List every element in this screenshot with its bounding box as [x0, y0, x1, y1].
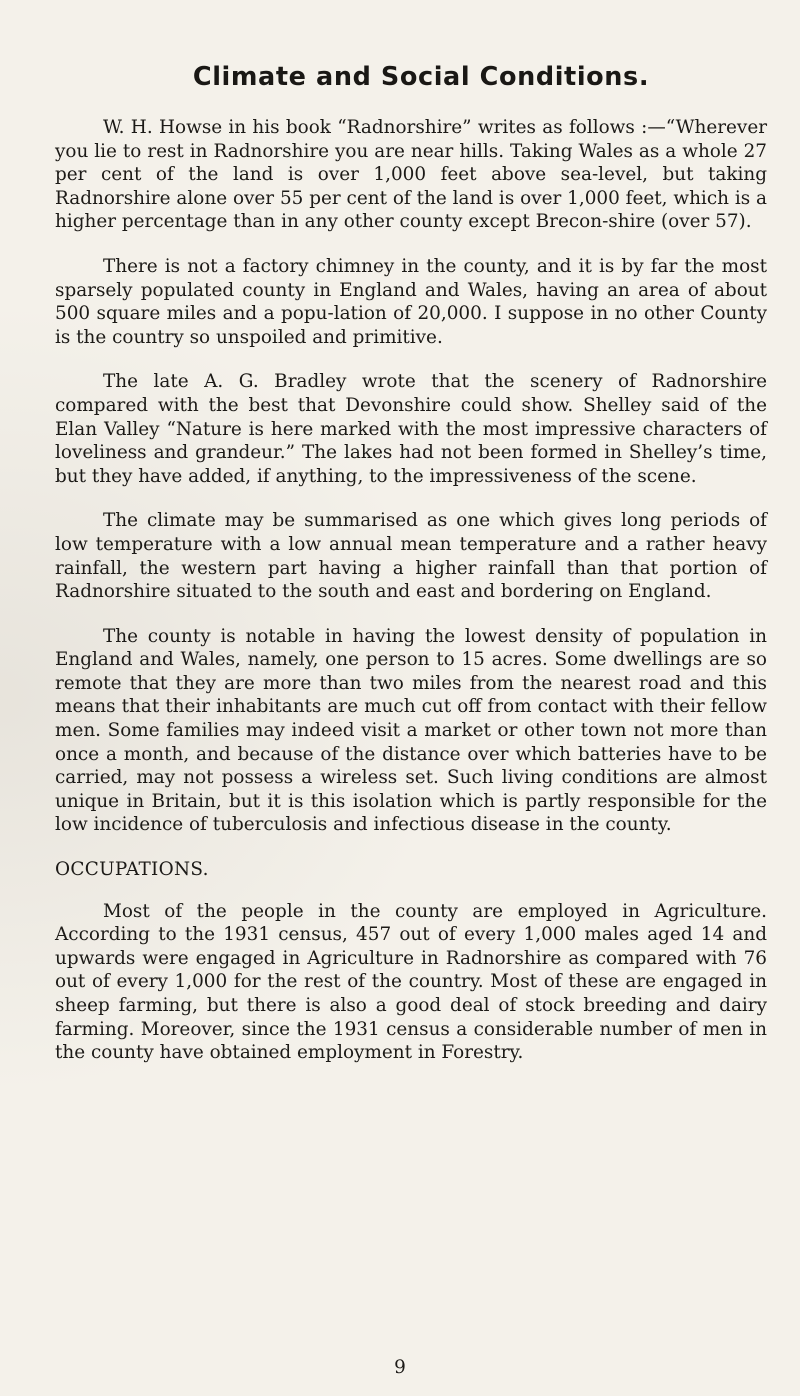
document-page: [55, 62, 767, 1086]
page-title: Climate and Social Conditions.: [192, 62, 650, 92]
page-number: 9: [394, 1357, 406, 1378]
paragraph-scenery: The late A. G. Bradley wrote that the scenery of Radnorshire compared with the best that Devonshire could show. Shelley said of the Elan Valley “Nature is here marked with the most impressive characters of loveliness and grandeur.” The lakes had not been formed in Shelley’s time, but they have added, if anything, to the impressiveness of the scene.: [55, 371, 767, 487]
paragraph-factory-chimney: There is not a factory chimney in the county, and it is by far the most sparsely populated county in England and Wales, having an area of about 500 square miles and a popu-lation of 20,000. I suppose in no other County is the country so unspoiled and primitive.: [55, 255, 767, 348]
paragraph-occupations: Most of the people in the county are employed in Agriculture. According to the 1931 census, 457 out of every 1,000 males aged 14 and upwards were engaged in Agriculture in Radnorshire as compared with 76 out of every 1,000 for the rest of the country. Most of these are engaged in sheep farming, but there is also a good deal of stock breeding and dairy farming. Moreover, since the 1931 census a considerable number of men in the county have obtained employment in Forestry.: [55, 900, 767, 1064]
section-heading-occupations: OCCUPATIONS.: [55, 859, 209, 881]
paragraph-howse-quote: W. H. Howse in his book “Radnorshire” writes as follows :—“Wherever you lie to rest in Radnorshire you are near hills. Taking Wales as a whole 27 per cent of the land is over 1,000 feet above sea-level, but taking Radnorshire alone over 55 per cent of the land is over 1,000 feet, which is a higher percentage than in any other county except Brecon-shire (over 57).: [55, 117, 767, 233]
paragraph-climate: The climate may be summarised as one which gives long periods of low temperature with a low annual mean temperature and a rather heavy rainfall, the western part having a higher rainfall than that portion of Radnorshire situated to the south and east and bordering on England.: [55, 510, 767, 603]
paragraph-population-density: The county is notable in having the lowest density of population in England and Wales, namely, one person to 15 acres. Some dwellings are so remote that they are more than two miles from the nearest road and this means that their inhabitants are much cut off from contact with their fellow men. Some families may indeed visit a market or other town not more than once a month, and because of the distance over which batteries have to be carried, may not possess a wireless set. Such living conditions are almost unique in Britain, but it is this isolation which is partly responsible for the low incidence of tuberculosis and infectious disease in the county.: [55, 625, 767, 836]
